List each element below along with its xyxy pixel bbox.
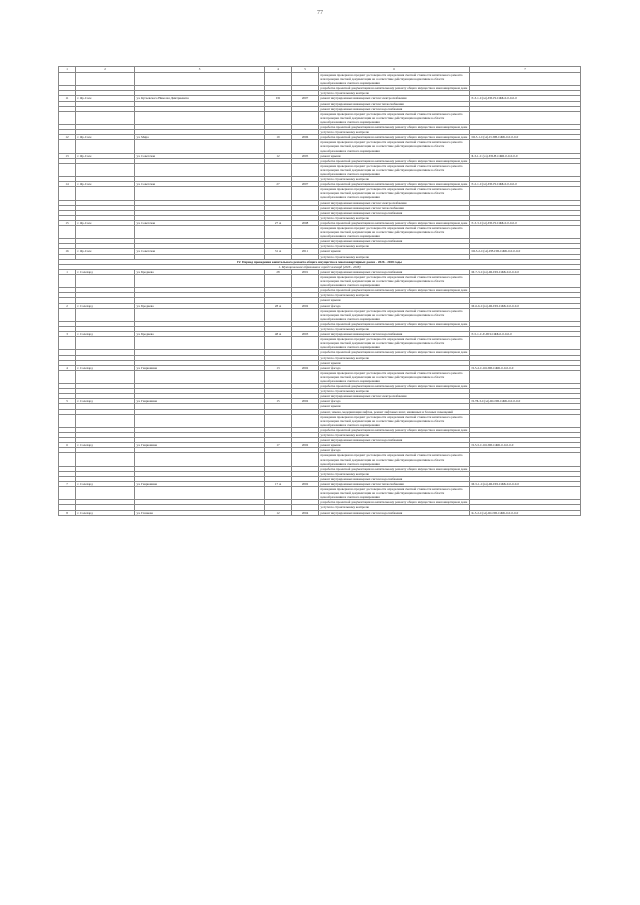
- row-number: [59, 337, 76, 350]
- work-type-cell: ремонт крыши: [319, 249, 470, 254]
- work-type-cell: проведение проверки на предмет достоверности определения сметной стоимости капитального ремонта или проверки сметной документации на соответствие действующим нормативам в области ценообразования и сметного нормирования: [319, 414, 470, 427]
- build-year-cell: [292, 337, 319, 350]
- city-cell: г. Салехард: [76, 365, 135, 370]
- work-type-cell: ремонт фасада: [319, 448, 470, 453]
- work-type-cell: ремонт, замена, модернизация лифтов, ремонт лифтовых шахт, машинных и блочных помещений: [319, 409, 470, 414]
- build-year-cell: 2002: [292, 399, 319, 404]
- house-code-cell: П-7Б-3-С(эл)-Ш-ПП-СЖБ-0-0-0-0-0: [470, 399, 581, 404]
- row-number: [59, 453, 76, 466]
- work-type-cell: ремонт внутридомовых инженерных систем водоснабжения: [319, 269, 470, 274]
- table-row: [59, 140, 581, 153]
- house-code-cell: Б-3-1-С (эл)-ЕП-Н-СЖБ-0-0-0-0-0: [470, 153, 581, 158]
- build-year-cell: 2003: [292, 332, 319, 337]
- house-code-cell: П-5-2-С-Ш-ПП-СЖБ-0-0-0-0-0: [470, 365, 581, 370]
- street-cell: ул. Броднева: [135, 269, 265, 274]
- row-number: [59, 370, 76, 383]
- house-code-cell: Е-2-1-С(эл)-ЕП-Н-СЖБ-0-0-0-0-0: [470, 182, 581, 187]
- work-type-cell: услуги по строительному контролю: [319, 505, 470, 510]
- house-code-cell: Е-3-1-С(эл)-ЕП-Н-СЖБ-0-0-0-0-0: [470, 96, 581, 101]
- street-cell: ул. Гаврюшина: [135, 443, 265, 448]
- work-type-cell: разработка проектной документации на капитальному ремонту общего имущества в многоквартирном доме: [319, 86, 470, 91]
- work-type-cell: услуги по строительному контролю: [319, 215, 470, 220]
- table-row: [59, 453, 581, 466]
- work-type-cell: проведение проверки на предмет достоверности определения сметной стоимости капитального ремонта или проверки сметной документации на соответствие действующим нормативам в области ценообразования и сметного нормирования: [319, 308, 470, 321]
- street-cell: [135, 274, 265, 287]
- house-number-cell: 27: [265, 182, 292, 187]
- street-cell: [135, 187, 265, 200]
- house-number-cell: [265, 487, 292, 500]
- row-number: [59, 111, 76, 124]
- house-number-cell: [265, 163, 292, 176]
- build-year-cell: 2007: [292, 96, 319, 101]
- house-code-cell: М-6-6-С(эл)-Ш-ПП-СЖБ-0-0-0-0-0: [470, 303, 581, 308]
- work-type-cell: ремонт внутридомовых инженерных систем электроснабжения: [319, 96, 470, 101]
- house-number-cell: 19: [265, 135, 292, 140]
- street-cell: [135, 226, 265, 239]
- house-code-cell: М-5-1-С(эл)-Ш-ПП-СЖБ-0-0-0-0-0: [470, 481, 581, 486]
- city-cell: г. Салехард: [76, 481, 135, 486]
- city-cell: [76, 111, 135, 124]
- work-type-cell: ремонт внутридомовых инженерных систем водоснабжения: [319, 239, 470, 244]
- work-type-cell: ремонт внутридомовых инженерных систем водоснабжения: [319, 438, 470, 443]
- street-cell: ул. Глазкова: [135, 510, 265, 515]
- table-row: [59, 308, 581, 321]
- work-type-cell: проведение проверки на предмет достоверности определения сметной стоимости капитального ремонта или проверки сметной документации на соответствие действующим нормативам в области ценообразования и сметного нормирования: [319, 111, 470, 124]
- work-type-cell: ремонт фасада: [319, 303, 470, 308]
- work-type-cell: услуги по строительному контролю: [319, 433, 470, 438]
- house-code-cell: [470, 111, 581, 124]
- section-title: IV. Период проведения капитального ремонта общего имущества в многоквартирных домах - 2026 - 2028 годы: [59, 259, 581, 264]
- row-number: 5: [59, 399, 76, 404]
- table-row: [59, 226, 581, 239]
- street-cell: [135, 414, 265, 427]
- street-cell: ул. Кугаевского Николая Дмитриевича: [135, 96, 265, 101]
- house-number-cell: [265, 337, 292, 350]
- build-year-cell: 2007: [292, 182, 319, 187]
- work-type-cell: услуги по строительному контролю: [319, 326, 470, 331]
- work-type-cell: ремонт внутридомовых инженерных систем водоснабжения: [319, 332, 470, 337]
- city-cell: [76, 73, 135, 86]
- street-cell: ул. Броднева: [135, 332, 265, 337]
- build-year-cell: 2006: [292, 135, 319, 140]
- work-type-cell: проведение проверки на предмет достоверности определения сметной стоимости капитального ремонта или проверки сметной документации на соответствие действующим нормативам в области ценообразования и сметного нормирования: [319, 370, 470, 383]
- work-type-cell: проведение проверки на предмет достоверности определения сметной стоимости капитального ремонта или проверки сметной документации на соответствие действующим нормативам в области ценообразования и сметного нормирования: [319, 337, 470, 350]
- work-type-cell: разработка проектной документации на капитальному ремонту общего имущества в многоквартирном доме: [319, 466, 470, 471]
- street-cell: [135, 163, 265, 176]
- row-number: 12: [59, 135, 76, 140]
- street-cell: ул. Советская: [135, 220, 265, 225]
- column-header: 6: [319, 67, 470, 73]
- work-type-cell: проведение проверки на предмет достоверности определения сметной стоимости капитального ремонта или проверки сметной документации на соответствие действующим нормативам в области ценообразования и сметного нормирования: [319, 487, 470, 500]
- work-type-cell: услуги по строительному контролю: [319, 389, 470, 394]
- build-year-cell: 2011: [292, 249, 319, 254]
- build-year-cell: 2002: [292, 365, 319, 370]
- street-cell: [135, 453, 265, 466]
- build-year-cell: [292, 187, 319, 200]
- house-number-cell: 28 А: [265, 303, 292, 308]
- city-cell: [76, 453, 135, 466]
- street-cell: [135, 111, 265, 124]
- house-number-cell: 13: [265, 365, 292, 370]
- house-number-cell: [265, 226, 292, 239]
- city-cell: г. Салехард: [76, 332, 135, 337]
- house-number-cell: [265, 274, 292, 287]
- house-code-cell: [470, 187, 581, 200]
- row-number: [59, 163, 76, 176]
- work-type-cell: разработка проектной документации на капитальному ремонту общего имущества в многоквартирном доме: [319, 288, 470, 293]
- work-type-cell: проведение проверки на предмет достоверности определения сметной стоимости капитального ремонта или проверки сметной документации на соответствие действующим нормативам в области ценообразования и сметного нормирования: [319, 163, 470, 176]
- city-cell: г. Салехард: [76, 399, 135, 404]
- city-cell: г. Яр-Сале: [76, 135, 135, 140]
- column-header: 5: [292, 67, 319, 73]
- table-row: [59, 73, 581, 86]
- row-number: 1: [59, 269, 76, 274]
- work-type-cell: ремонт фасада: [319, 399, 470, 404]
- row-number: 7: [59, 481, 76, 486]
- street-cell: ул. Броднева: [135, 303, 265, 308]
- house-code-cell: Ш-3-2-С(эл)-ЕВ-ПП-СЖБ-0-0-0-0-0: [470, 249, 581, 254]
- row-number: 14: [59, 182, 76, 187]
- column-header: 4: [265, 67, 292, 73]
- build-year-cell: [292, 274, 319, 287]
- build-year-cell: 2005: [292, 153, 319, 158]
- city-cell: [76, 187, 135, 200]
- house-code-cell: [470, 487, 581, 500]
- build-year-cell: [292, 370, 319, 383]
- city-cell: [76, 163, 135, 176]
- city-cell: г. Яр-Сале: [76, 220, 135, 225]
- build-year-cell: [292, 163, 319, 176]
- column-header: 1: [59, 67, 76, 73]
- build-year-cell: [292, 111, 319, 124]
- column-header: 7: [470, 67, 581, 73]
- work-type-cell: услуги по строительному контролю: [319, 130, 470, 135]
- house-number-cell: [265, 187, 292, 200]
- street-cell: ул. Советская: [135, 153, 265, 158]
- column-header: 3: [135, 67, 265, 73]
- row-number: [59, 73, 76, 86]
- work-type-cell: ремонт внутридомовых инженерных систем водоснабжения: [319, 510, 470, 515]
- city-cell: [76, 487, 135, 500]
- work-type-cell: ремонт внутридомовых инженерных систем водоснабжения: [319, 476, 470, 481]
- city-cell: [76, 337, 135, 350]
- subsection-title: 1. Муниципальное образование город Салехард (2026 - 2028): [59, 264, 581, 269]
- row-number: [59, 187, 76, 200]
- build-year-cell: 2002: [292, 481, 319, 486]
- house-number-cell: 31 А: [265, 249, 292, 254]
- city-cell: [76, 226, 135, 239]
- house-number-cell: [265, 73, 292, 86]
- register-body: [59, 67, 581, 516]
- house-number-cell: [265, 453, 292, 466]
- house-number-cell: 12: [265, 510, 292, 515]
- house-code-cell: [470, 274, 581, 287]
- work-type-cell: проведение проверки на предмет достоверности определения сметной стоимости капитального ремонта или проверки сметной документации на соответствие действующим нормативам в области ценообразования и сметного нормирования: [319, 140, 470, 153]
- street-cell: [135, 308, 265, 321]
- street-cell: ул. Советская: [135, 182, 265, 187]
- work-type-cell: ремонт крыши: [319, 443, 470, 448]
- city-cell: [76, 140, 135, 153]
- build-year-cell: 2002: [292, 443, 319, 448]
- street-cell: [135, 140, 265, 153]
- house-number-cell: [265, 370, 292, 383]
- build-year-cell: 2008: [292, 220, 319, 225]
- city-cell: [76, 414, 135, 427]
- house-code-cell: [470, 73, 581, 86]
- table-row: [59, 111, 581, 124]
- work-type-cell: разработка проектной документации на капитальному ремонту общего имущества в многоквартирном доме: [319, 321, 470, 326]
- work-type-cell: проведение проверки на предмет достоверности определения сметной стоимости капитального ремонта или проверки сметной документации на соответствие действующим нормативам в области ценообразования и сметного нормирования: [319, 226, 470, 239]
- table-row: [59, 370, 581, 383]
- table-row: [59, 187, 581, 200]
- table-row: [59, 337, 581, 350]
- house-code-cell: Е-5-1-С-Е-ПП-СЖБ-0-0-0-0-0: [470, 332, 581, 337]
- street-cell: ул. Гаврюшина: [135, 481, 265, 486]
- house-code-cell: К-5-2-С(эл)-Ш-ПП-СЖБ-0-0-0-0-0: [470, 510, 581, 515]
- build-year-cell: 2001: [292, 269, 319, 274]
- street-cell: [135, 73, 265, 86]
- house-code-cell: Е-3-3-С(эл)-ЕП-Н-СЖБ-0-0-0-0-0: [470, 220, 581, 225]
- house-code-cell: [470, 308, 581, 321]
- city-cell: г. Яр-Сале: [76, 96, 135, 101]
- house-number-cell: 12: [265, 153, 292, 158]
- work-type-cell: ремонт внутридомовых инженерных систем водоснабжения: [319, 210, 470, 215]
- street-cell: ул. Гаврюшина: [135, 365, 265, 370]
- house-code-cell: [470, 337, 581, 350]
- build-year-cell: 2004: [292, 510, 319, 515]
- row-number: [59, 487, 76, 500]
- work-type-cell: ремонт крыши: [319, 360, 470, 365]
- row-number: 6: [59, 443, 76, 448]
- work-type-cell: разработка проектной документации на капитальному ремонту общего имущества в многоквартирном доме: [319, 125, 470, 130]
- house-number-cell: 27 А: [265, 220, 292, 225]
- house-number-cell: 9 Б: [265, 96, 292, 101]
- table-row: [59, 510, 581, 515]
- house-code-cell: [470, 226, 581, 239]
- work-type-cell: ремонт фасада: [319, 365, 470, 370]
- house-number-cell: 48 А: [265, 332, 292, 337]
- street-cell: [135, 487, 265, 500]
- row-number: [59, 414, 76, 427]
- house-number-cell: 17 А: [265, 481, 292, 486]
- work-type-cell: ремонт внутридомовых инженерных систем электроснабжения: [319, 394, 470, 399]
- build-year-cell: [292, 487, 319, 500]
- row-number: 11: [59, 96, 76, 101]
- house-number-cell: [265, 140, 292, 153]
- work-type-cell: услуги по строительному контролю: [319, 244, 470, 249]
- work-type-cell: проведение проверки на предмет достоверности определения сметной стоимости капитального ремонта или проверки сметной документации на соответствие действующим нормативам в области ценообразования и сметного нормирования: [319, 453, 470, 466]
- city-cell: г. Яр-Сале: [76, 182, 135, 187]
- build-year-cell: [292, 73, 319, 86]
- row-number: 2: [59, 303, 76, 308]
- column-header: 2: [76, 67, 135, 73]
- work-type-cell: разработка проектной документации на капитальному ремонту общего имущества в многоквартирном доме: [319, 135, 470, 140]
- build-year-cell: [292, 226, 319, 239]
- work-type-cell: ремонт внутридомовых инженерных систем водоснабжения: [319, 106, 470, 111]
- house-code-cell: [470, 453, 581, 466]
- row-number: [59, 226, 76, 239]
- work-type-cell: ремонт крыши: [319, 153, 470, 158]
- build-year-cell: [292, 453, 319, 466]
- work-type-cell: разработка проектной документации на капитальному ремонту общего имущества в многоквартирном доме: [319, 220, 470, 225]
- street-cell: ул. Мира: [135, 135, 265, 140]
- table-row: [59, 163, 581, 176]
- city-cell: [76, 308, 135, 321]
- house-code-cell: [470, 140, 581, 153]
- city-cell: г. Салехард: [76, 303, 135, 308]
- city-cell: г. Салехард: [76, 443, 135, 448]
- house-code-cell: М-7-3-С(эл)-Ш-ПП-СЖБ-0-0-0-0-0: [470, 269, 581, 274]
- row-number: [59, 308, 76, 321]
- city-cell: [76, 274, 135, 287]
- row-number: 3: [59, 332, 76, 337]
- row-number: 4: [59, 365, 76, 370]
- street-cell: ул. Советская: [135, 249, 265, 254]
- work-type-cell: услуги по строительному контролю: [319, 293, 470, 298]
- work-type-cell: ремонт внутридомовых инженерных систем теплоснабжения: [319, 205, 470, 210]
- city-cell: г. Салехард: [76, 510, 135, 515]
- table-row: [59, 274, 581, 287]
- work-type-cell: ремонт крыши: [319, 298, 470, 303]
- work-type-cell: проведение проверки на предмет достоверности определения сметной стоимости капитального ремонта или проверки сметной документации на соответствие действующим нормативам в области ценообразования и сметного нормирования: [319, 73, 470, 86]
- work-type-cell: услуги по строительному контролю: [319, 177, 470, 182]
- work-type-cell: проведение проверки на предмет достоверности определения сметной стоимости капитального ремонта или проверки сметной документации на соответствие действующим нормативам в области ценообразования и сметного нормирования: [319, 187, 470, 200]
- row-number: 16: [59, 249, 76, 254]
- table-row: [59, 414, 581, 427]
- house-code-cell: Ш-3-1-С(эл)-П-ПВ-СЖБ-0-0-0-0-0: [470, 135, 581, 140]
- house-number-cell: 15: [265, 399, 292, 404]
- build-year-cell: [292, 140, 319, 153]
- city-cell: г. Салехард: [76, 269, 135, 274]
- house-number-cell: [265, 308, 292, 321]
- work-type-cell: разработка проектной документации на капитальному ремонту общего имущества в многоквартирном доме: [319, 182, 470, 187]
- register-table: [58, 66, 581, 516]
- work-type-cell: ремонт внутридомовых инженерных систем теплоснабжения: [319, 101, 470, 106]
- house-code-cell: [470, 370, 581, 383]
- build-year-cell: [292, 414, 319, 427]
- work-type-cell: разработка проектной документации на капитальному ремонту общего имущества в многоквартирном доме: [319, 500, 470, 505]
- row-number: 15: [59, 220, 76, 225]
- work-type-cell: ремонт крыши: [319, 404, 470, 409]
- city-cell: [76, 370, 135, 383]
- city-cell: г. Яр-Сале: [76, 249, 135, 254]
- row-number: [59, 274, 76, 287]
- house-code-cell: П-5-5-С-Ш-ПП-СЖБ-0-0-0-0-0: [470, 443, 581, 448]
- row-number: 13: [59, 153, 76, 158]
- house-code-cell: [470, 414, 581, 427]
- house-number-cell: 28: [265, 269, 292, 274]
- page-number: 77: [317, 10, 323, 16]
- work-type-cell: услуги по строительному контролю: [319, 471, 470, 476]
- street-cell: [135, 337, 265, 350]
- city-cell: г. Яр-Сале: [76, 153, 135, 158]
- house-number-cell: 17: [265, 443, 292, 448]
- street-cell: [135, 370, 265, 383]
- house-number-cell: [265, 414, 292, 427]
- work-type-cell: разработка проектной документации на капитальному ремонту общего имущества в многоквартирном доме: [319, 350, 470, 355]
- row-number: [59, 140, 76, 153]
- build-year-cell: 2002: [292, 303, 319, 308]
- work-type-cell: разработка проектной документации на капитальному ремонту общего имущества в многоквартирном доме: [319, 158, 470, 163]
- work-type-cell: услуги по строительному контролю: [319, 91, 470, 96]
- work-type-cell: разработка проектной документации на капитальному ремонту общего имущества в многоквартирном доме: [319, 384, 470, 389]
- house-number-cell: [265, 111, 292, 124]
- street-cell: ул. Гаврюшина: [135, 399, 265, 404]
- row-number: 8: [59, 510, 76, 515]
- work-type-cell: ремонт внутридомовых инженерных систем теплоснабжения: [319, 481, 470, 486]
- table-row: [59, 487, 581, 500]
- work-type-cell: проведение проверки на предмет достоверности определения сметной стоимости капитального ремонта или проверки сметной документации на соответствие действующим нормативам в области ценообразования и сметного нормирования: [319, 274, 470, 287]
- work-type-cell: разработка проектной документации на капитальному ремонту общего имущества в многоквартирном доме: [319, 427, 470, 432]
- work-type-cell: ремонт внутридомовых инженерных систем электроснабжения: [319, 200, 470, 205]
- house-code-cell: [470, 163, 581, 176]
- build-year-cell: [292, 308, 319, 321]
- work-type-cell: услуги по строительному контролю: [319, 355, 470, 360]
- work-type-cell: услуги по строительному контролю: [319, 254, 470, 259]
